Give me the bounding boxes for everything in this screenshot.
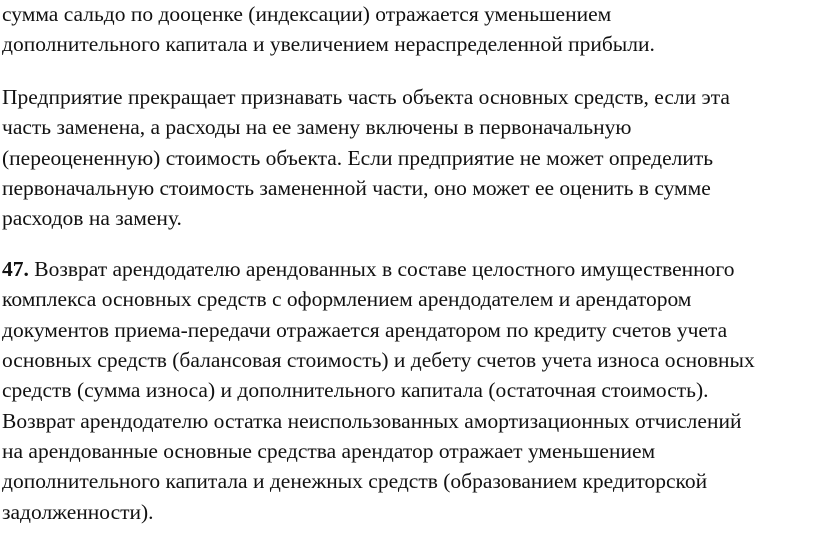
text-line: часть заменена, а расходы на ее замену включены в первоначальную	[2, 115, 632, 140]
paragraph-2	[2, 82, 814, 234]
text-fragment: Возврат арендодателю арендованных в составе целостного имущественного	[28, 256, 735, 281]
text-line: комплекса основных средств с оформлением арендодателем и арендатором	[2, 287, 692, 312]
text-line: расходов на замену.	[2, 206, 182, 231]
text-line	[2, 254, 814, 284]
paragraph-3	[2, 254, 814, 528]
paragraph-1	[2, 0, 814, 60]
text-line: дополнительного капитала и денежных средств (образованием кредиторской	[2, 469, 708, 494]
text-line: средств (сумма износа) и дополнительного капитала (остаточная стоимость).	[2, 378, 709, 403]
text-line: основных средств (балансовая стоимость) и дебету счетов учета износа основных	[2, 347, 755, 372]
text-line: первоначальную стоимость замененной части, оно может ее оценить в сумме	[2, 175, 711, 200]
text-line: сумма сальдо по дооценке (индексации) отражается уменьшением	[2, 2, 612, 26]
text-line: Предприятие прекращает признавать часть объекта основных средств, если эта	[2, 84, 730, 109]
text-line: задолженности).	[2, 499, 154, 524]
paragraph-spacer	[2, 234, 814, 254]
document-page	[2, 0, 814, 527]
text-line: дополнительного капитала и увеличением нераспределенной прибыли.	[2, 32, 655, 57]
paragraph-spacer	[2, 60, 814, 80]
text-line: Возврат арендодателю остатка неиспользованных амортизационных отчислений	[2, 408, 742, 433]
item-number: 47.	[2, 256, 29, 281]
text-line: документов приема-передачи отражается арендатором по кредиту счетов учета	[2, 317, 728, 342]
text-line: (переоцененную) стоимость объекта. Если предприятие не может определить	[2, 145, 714, 170]
text-line: на арендованные основные средства арендатор отражает уменьшением	[2, 439, 656, 464]
